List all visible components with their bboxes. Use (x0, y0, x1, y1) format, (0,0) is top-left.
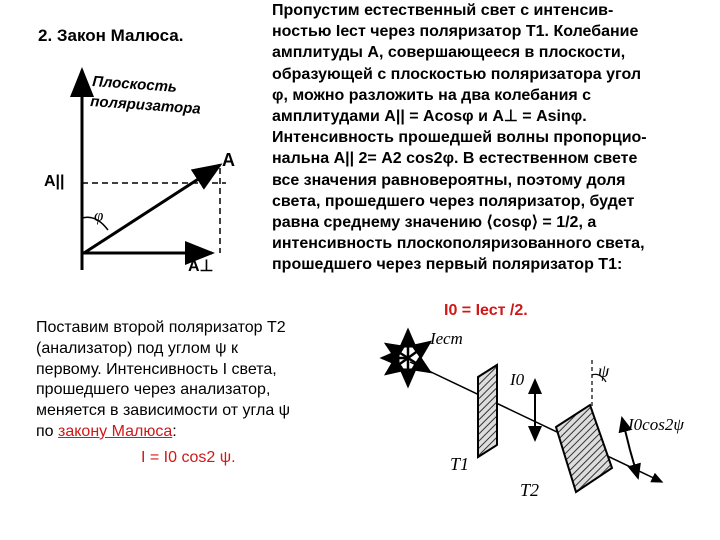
text-line: все значения равновероятны, поэтому доля (272, 171, 626, 189)
label-t2: T2 (520, 480, 540, 500)
plane-label-line1: Плоскость (91, 73, 178, 96)
text-line: (анализатор) под углом ψ к (36, 339, 239, 357)
malus-law-link[interactable]: закону Малюса (58, 422, 173, 440)
text-prefix: по (36, 422, 59, 440)
formula-i0: I0 = Iест /2. (444, 302, 528, 319)
text-line: света, прошедшего через поляризатор, будет (272, 192, 635, 210)
label-a-parallel: A|| (44, 173, 65, 190)
label-i-est: Iест (430, 329, 463, 348)
text-line: Пропустим естественный свет с интенсив- (272, 2, 614, 19)
formula-malus-law: I = I0 cos2 ψ. (141, 449, 236, 466)
polarizer-t1 (478, 365, 497, 457)
text-line: амплитудами А|| = Acosφ и А⊥ = Asinφ. (272, 108, 587, 126)
text-line: меняется в зависимости от угла ψ (36, 402, 291, 420)
text-line: прошедшего через анализатор, (36, 381, 271, 399)
transmitted-vector-down (630, 450, 638, 478)
text-line: Интенсивность прошедшей волны пропорцио- (272, 129, 647, 147)
text-line: φ, можно разложить на два колебания с (272, 86, 592, 104)
label-psi: ψ (598, 361, 610, 381)
text-line: нальна А|| 2= А2 cos2φ. В естественном свете (272, 150, 638, 168)
text-line: Поставим второй поляризатор Т2 (36, 319, 286, 336)
natural-light-star (382, 330, 430, 386)
label-a: A (222, 150, 235, 170)
text-line: первому. Интенсивность I света, (36, 360, 277, 378)
text-line: образующей с плоскостью поляризатора угол (272, 65, 641, 83)
label-i0cos2psi: I0cos2ψ (628, 415, 684, 434)
label-phi: φ (94, 206, 104, 225)
text-suffix: : (172, 422, 177, 440)
label-i0: I0 (510, 370, 525, 389)
analyzer-t2 (556, 405, 612, 492)
text-line: амплитуды А, совершающееся в плоскости, (272, 44, 626, 62)
text-line: интенсивность плоскополяризованного света, (272, 235, 645, 253)
text-line: равна среднему значению ⟨cosφ⟩ = 1/2, а (272, 214, 597, 232)
text-line: ностью Iест через поляризатор Т1. Колебание (272, 23, 639, 41)
label-t1: T1 (450, 454, 470, 474)
text-line: прошедшего через первый поляризатор Т1: (272, 256, 623, 274)
label-a-perp: A⊥ (188, 258, 214, 275)
slide-heading: 2. Закон Малюса. (38, 26, 184, 45)
plane-label-line2: поляризатора (89, 93, 202, 118)
